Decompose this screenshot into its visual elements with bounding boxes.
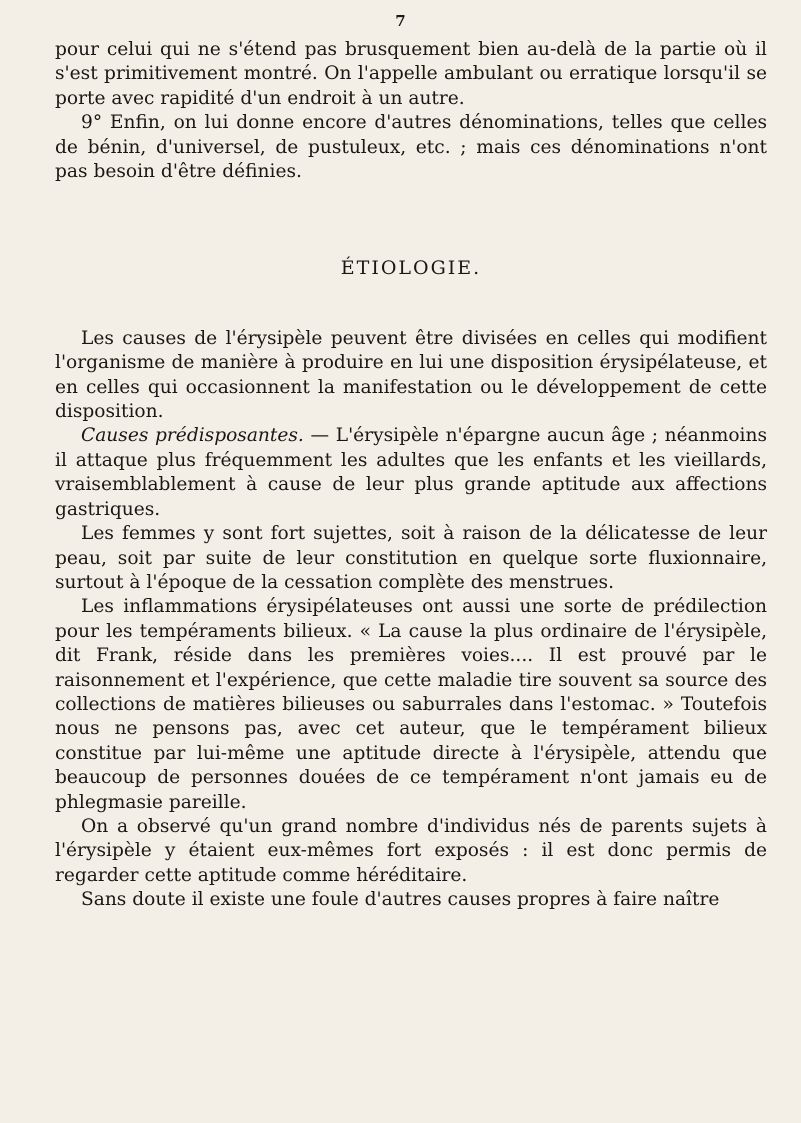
paragraph-other-causes: Sans doute il existe une foule d'autres causes propres à faire naître (81, 889, 720, 911)
paragraph-predisposing-text: — L'érysipèle n'épargne aucun âge ; néanmoins il attaque plus fréquemment les adultes que les enfants et les vieillards, vraisemblablement à cause de leur plus grande aptitude aux affections gastriques. (55, 425, 767, 520)
paragraph-heredity: On a observé qu'un grand nombre d'individus nés de parents sujets à l'érysipèle y étaient eux-mêmes fort exposés : il est donc permis de regarder cette aptitude comme héréditaire. (55, 815, 767, 886)
paragraph-women: Les femmes y sont fort sujettes, soit à raison de la délicatesse de leur peau, soit par suite de leur constitution en quelque sorte fluxionnaire, surtout à l'époque de la cessation complète des menstrues. (55, 523, 767, 593)
paragraph-bilious-temperament: Les inflammations érysipélateuses ont aussi une sorte de prédilection pour les tempéraments bilieux. « La cause la plus ordinaire de l'érysipèle, dit Frank, réside dans les premières voies.... Il est prouvé par le raisonnement et l'expérience, que cette maladie tire souvent sa source des collections de matières bilieuses ou saburrales dans l'estomac. » Toutefois nous ne pensons pas, avec cet auteur, que le tempérament bilieux constitue par lui-même une aptitude directe à l'érysipèle, attendu que beaucoup de personnes douées de ce tempérament n'ont jamais eu de phlegmasie pareille. (55, 596, 767, 813)
paragraph-predisposing-causes (55, 424, 767, 522)
section-heading-etiologie: ÉTIOLOGIE. (340, 257, 482, 280)
subheading-causes-predisposantes: Causes prédisposantes. (81, 425, 304, 447)
page-number: 7 (395, 12, 406, 30)
page-body (55, 38, 767, 913)
paragraph-other-denominations: 9° Enfin, on lui donne encore d'autres dénominations, telles que celles de bénin, d'universel, de pustuleux, etc. ; mais ces dénominations n'ont pas besoin d'être définies. (55, 112, 767, 183)
paragraph-continuation: pour celui qui ne s'étend pas brusquement bien au-delà de la partie où il s'est primitivement montré. On l'appelle ambulant ou erratique lorsqu'il se porte avec rapidité d'un endroit à un autre. (55, 39, 767, 109)
paragraph-causes-intro: Les causes de l'érysipèle peuvent être divisées en celles qui modifient l'organisme de manière à produire en lui une disposition érysipélateuse, et en celles qui occasionnent la manifestation ou le développement de cette disposition. (55, 327, 767, 423)
